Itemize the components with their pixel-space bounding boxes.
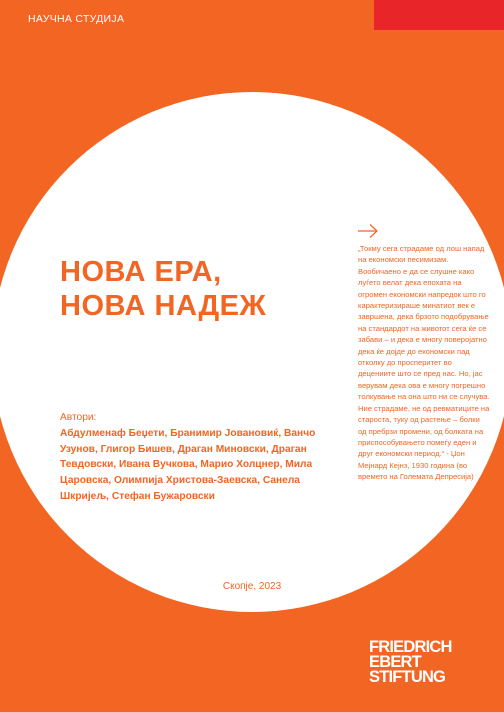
fes-logo — [369, 640, 469, 685]
logo-line-3: STIFTUNG — [369, 668, 446, 686]
authors-label: Автори: — [60, 412, 97, 423]
series-label: НАУЧНА СТУДИЈА — [28, 13, 125, 25]
title-line-1: НОВА ЕРА, — [60, 256, 222, 288]
authors-list: Абдулменаф Беџети, Бранимир Јовановиќ, Ванчо Узунов, Глигор Бишев, Драган Миновски, Драган Тевдовски, Ивана Вучкова, Марио Холцнер, Мила Царовска, Олимпија Христова-Заевска, Санела Шкријељ, Стефан Бужаровски — [60, 427, 316, 502]
red-corner-tab — [374, 0, 504, 30]
logo-line-2: EBERT — [369, 653, 421, 671]
document-title — [60, 255, 266, 323]
keynes-quote: „Токму сега страдаме од лош напад на економски песимизам. Вообичаено е да се слушне како луѓето велат дека епохата на огромен економски напредок што го карактеризираше минатиот век е завршена, дека брзото подобрување на стандардот на животот сега ќе се забави – и дека е многу поверојатно дека ќе дојде до економски пад отколку до просперитет во децениите што се пред нас. Но, јас верувам дека ова е многу погрешно толкување на она што ни се случува. Ние страдаме, не од ревматиците на староста, туку од растење – болки од пребрзи промени, од болката на приспособувањето помеѓу еден и друг економски период.“ - Џон Мејнард Кејнз, 1930 година (во времето на Големата Депресија) — [358, 244, 490, 482]
title-line-2: НОВА НАДЕЖ — [60, 290, 267, 322]
authors-block — [60, 410, 330, 505]
arrow-right-icon — [357, 223, 379, 239]
logo-line-1: FRIEDRICH — [369, 638, 452, 656]
place-date: Скопје, 2023 — [222, 581, 282, 592]
